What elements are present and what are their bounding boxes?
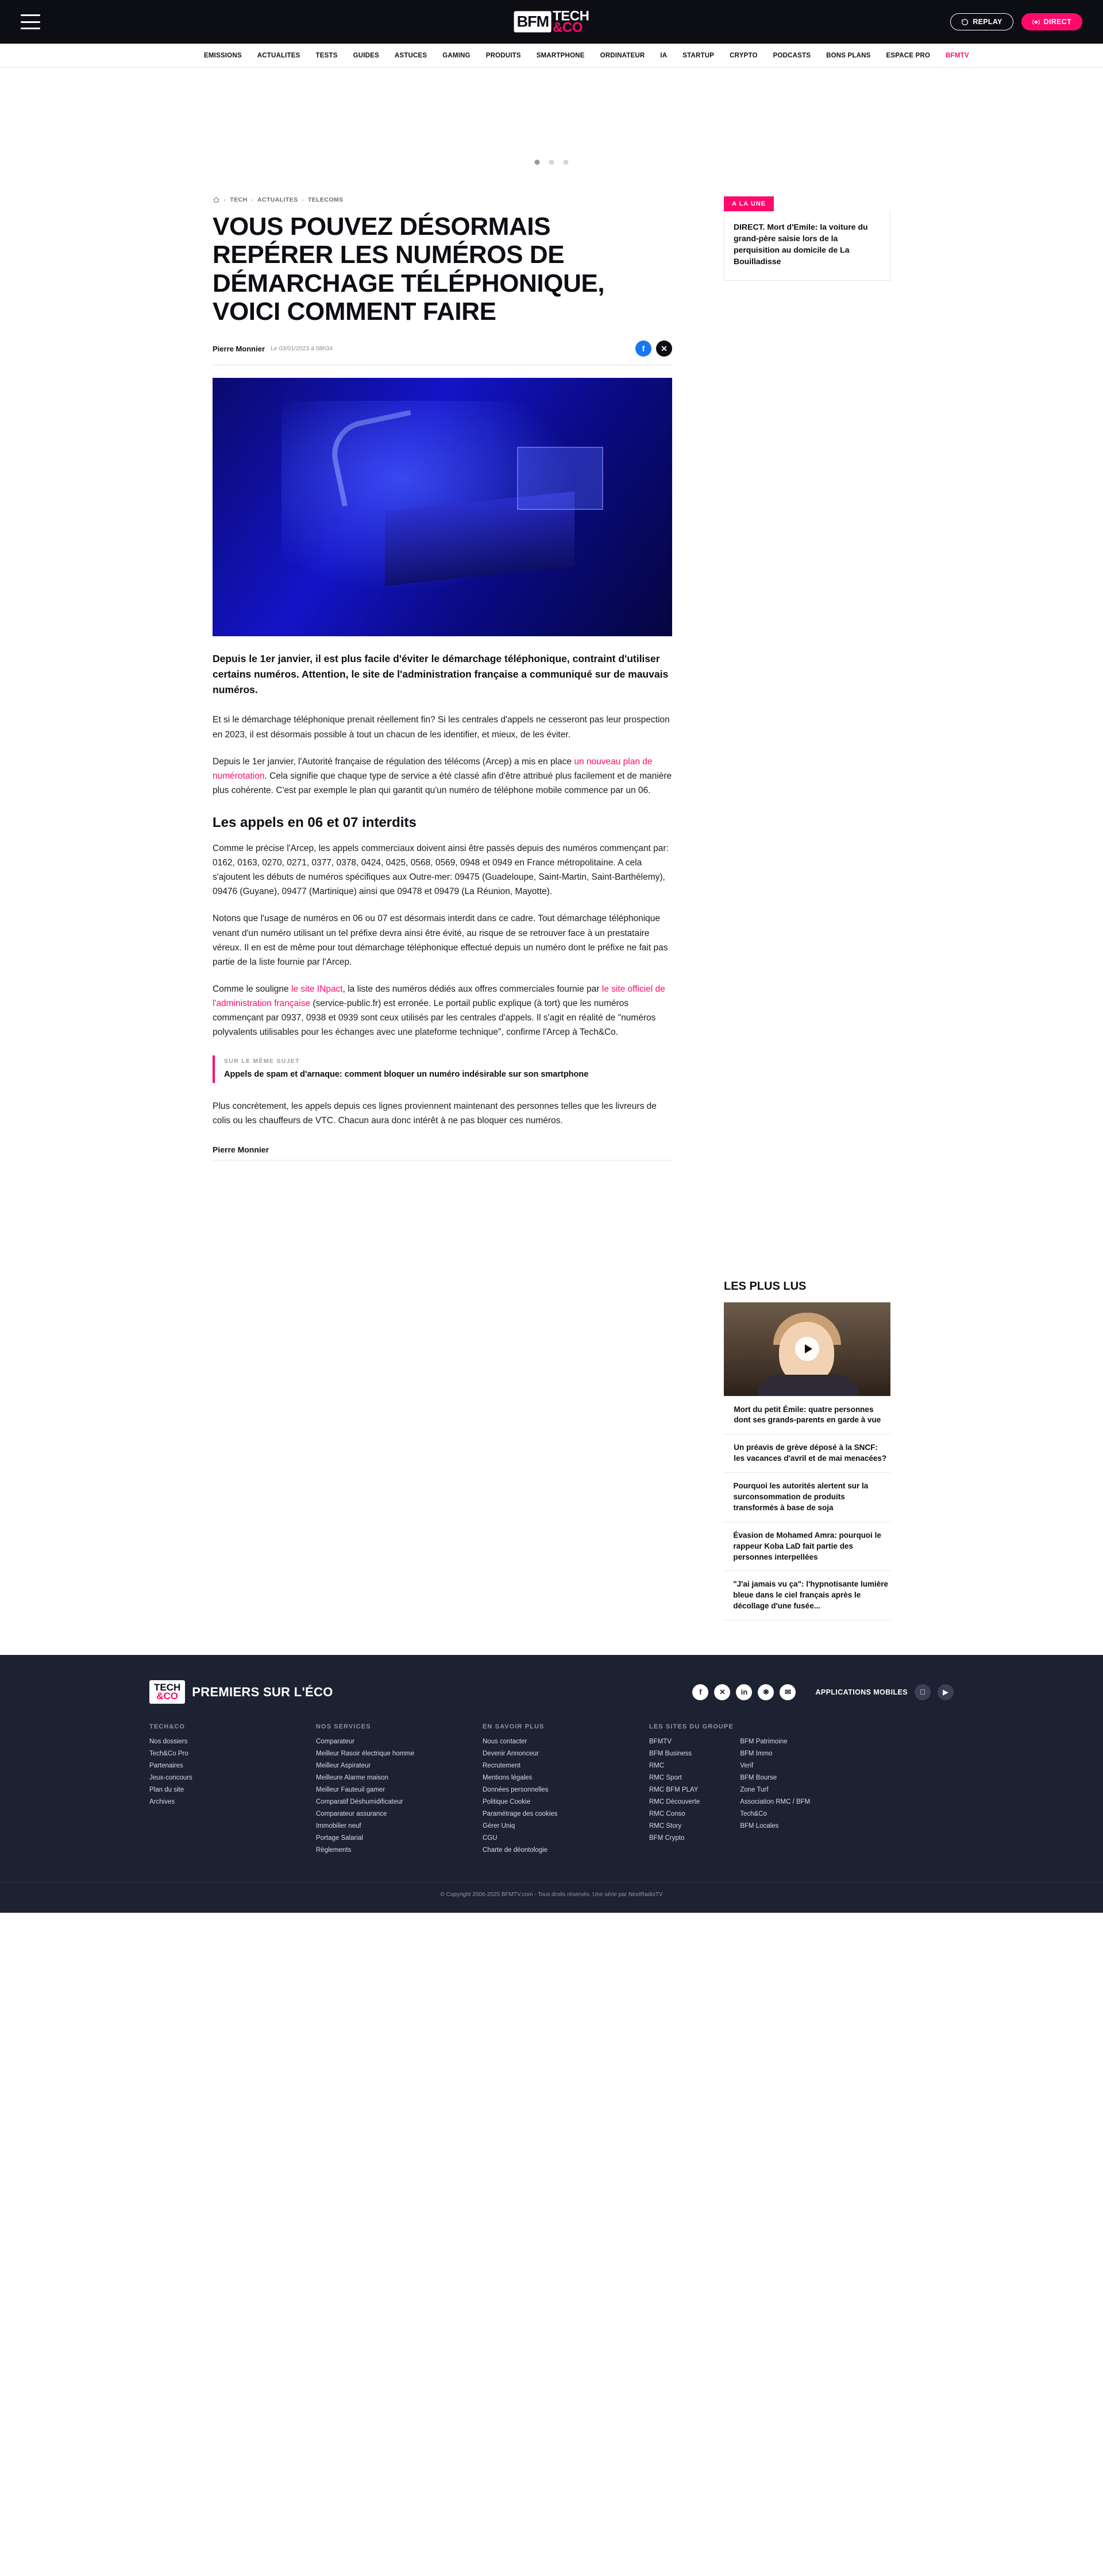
footer-copyright: © Copyright 2006-2025 BFMTV.com - Tous droits réservés. Une série par NextRadioTV xyxy=(0,1882,1103,1913)
footer-social-links xyxy=(692,1684,796,1700)
footer-link[interactable]: CGU xyxy=(483,1834,497,1842)
footer-link[interactable]: Recrutement xyxy=(483,1762,520,1769)
direct-button[interactable] xyxy=(1021,13,1082,30)
article-paragraph: Depuis le 1er janvier, l'Autorité française de régulation des télécoms (Arcep) a mis en place un nouveau plan de numérotation. Cela signifie que chaque type de service a été classé afin d'être attribué plus facilement et de manière plus cohérente. C'est par exemple le plan qui garantit qu'un numéro de téléphone mobile commence par un 06. xyxy=(213,756,672,795)
replay-label: REPLAY xyxy=(973,18,1002,26)
nav-item-podcasts[interactable]: PODCASTS xyxy=(773,52,811,59)
alaune-box xyxy=(724,211,890,281)
article-column xyxy=(213,193,672,1620)
direct-label: DIRECT xyxy=(1043,18,1071,26)
footer-logo-tech: TECH xyxy=(154,1682,181,1693)
footer-link-list xyxy=(149,1738,264,1805)
article-subheading: Les appels en 06 et 07 interdits xyxy=(213,814,416,830)
footer-link-list xyxy=(740,1738,810,1847)
publish-date: Le 03/01/2023 à 08h34 xyxy=(271,345,333,353)
article-paragraph: Comme le souligne le site INpact, la liste des numéros dédiés aux offres commerciales fournie par le site officiel de l'administration française (service-public.fr) est erronée. Le portail public explique (à tort) que les numéros commençant par 0937, 0938 et 0939 sont ceux utilisés par les centrales d'appels. Il s'agit en réalité de "numéros polyvalents utilisables pour les échanges avec une plateforme technique", confirme l'Arcep à Tech&Co. xyxy=(213,984,665,1038)
byline xyxy=(213,341,672,365)
most-read-item-rank xyxy=(724,1405,727,1426)
most-read-item-rank xyxy=(724,1530,726,1563)
most-read-item[interactable] xyxy=(724,1434,890,1473)
footer-link[interactable]: Zone Turf xyxy=(740,1786,769,1793)
footer-link[interactable]: RMC Sport xyxy=(649,1774,682,1781)
article-paragraph: Comme le précise l'Arcep, les appels commerciaux doivent ainsi être passés depuis des numéros commençant par: 0162, 0163, 0270, 0271, 0377, 0378, 0424, 0425, 0568, 0569, 0948 et 0949 en France métropolitaine. A cela s'ajoutent les débuts de numéros spécifiques aux Outre-mer: 09475 (Guadeloupe, Saint-Martin, Saint-Barthélemy), 09476 (Guyane), 09477 (Martinique) ainsi que 09478 et 09479 (La Réunion, Mayotte). xyxy=(213,843,669,897)
sidebar-column xyxy=(724,193,890,1620)
footer-link[interactable]: Tech&Co xyxy=(740,1810,767,1817)
footer-link[interactable]: Comparateur xyxy=(316,1738,355,1745)
article-closing-paragraph: Plus concrètement, les appels depuis ces lignes proviennent maintenant des personnes telles que les livreurs de colis ou les chauffeurs de VTC. Chacun aura donc intérêt à ne pas bloquer ces numéros. xyxy=(213,1101,657,1125)
footer-slogan: PREMIERS SUR L'ÉCO xyxy=(192,1684,333,1699)
footer-link[interactable]: Verif xyxy=(740,1762,754,1769)
footer-logo-badge xyxy=(149,1680,185,1704)
facebook-share-button[interactable]: f xyxy=(635,341,651,357)
carousel-dot-3[interactable] xyxy=(564,160,569,165)
footer-column-title: TECH&CO xyxy=(149,1723,186,1730)
footer-link[interactable]: BFMTV xyxy=(649,1738,672,1745)
footer-link[interactable]: Tech&Co Pro xyxy=(149,1750,188,1757)
nav-item-smartphone[interactable]: SMARTPHONE xyxy=(536,52,585,59)
most-read-item-rank xyxy=(724,1481,726,1514)
rss-icon[interactable]: ❋ xyxy=(758,1684,774,1700)
hero-screen-shape xyxy=(517,447,603,510)
most-read-item[interactable] xyxy=(724,1473,890,1522)
footer-link[interactable]: BFM Business xyxy=(649,1750,692,1757)
nav-item-tests[interactable]: TESTS xyxy=(315,52,338,59)
top-bar xyxy=(0,0,1103,44)
footer-column xyxy=(649,1723,810,1859)
same-subject-label: SUR LE MÊME SUJET xyxy=(224,1058,300,1065)
same-subject-title[interactable]: Appels de spam et d'arnaque: comment bloquer un numéro indésirable sur son smartphone xyxy=(224,1070,589,1080)
nav-item-ia[interactable]: IA xyxy=(660,52,668,59)
footer-link[interactable]: RMC Conso xyxy=(649,1810,685,1817)
article-divider xyxy=(213,1160,672,1161)
most-read-block xyxy=(724,1280,890,1621)
breadcrumb-item-actualites[interactable]: ACTUALITES xyxy=(257,196,298,203)
top-bar-actions xyxy=(950,13,1082,30)
breadcrumb xyxy=(213,196,672,203)
share-buttons xyxy=(635,341,672,357)
footer-column xyxy=(483,1723,597,1859)
breadcrumb-sep: › xyxy=(224,197,226,203)
top-banner-area xyxy=(0,68,1103,193)
footer-link[interactable]: Archives xyxy=(149,1798,175,1805)
footer-link[interactable]: RMC Story xyxy=(649,1822,682,1829)
replay-icon xyxy=(961,18,969,26)
nav-item-gaming[interactable]: GAMING xyxy=(442,52,470,59)
most-read-item-title: "J'ai jamais vu ça": l'hypnotisante lumière bleue dans le ciel français après le décollage d'une fusée... xyxy=(733,1580,889,1611)
footer-link[interactable]: Meilleur Fauteuil gamer xyxy=(316,1786,385,1793)
footer-link[interactable]: Devenir Annonceur xyxy=(483,1750,539,1757)
play-icon[interactable] xyxy=(795,1337,819,1361)
footer-link[interactable]: Règlements xyxy=(316,1846,352,1854)
live-dot-icon xyxy=(1032,18,1040,26)
nav-item-startup[interactable]: STARTUP xyxy=(682,52,715,59)
carousel-dot-1[interactable] xyxy=(535,160,540,165)
article-lead: Depuis le 1er janvier, il est plus facile d'éviter le démarchage téléphonique, contraint d'utiliser certains numéros. Attention, le site de l'administration française a communiqué sur de mauvais numéros. xyxy=(213,653,669,696)
footer-link[interactable]: Immobilier neuf xyxy=(316,1822,361,1829)
footer-top xyxy=(149,1680,954,1723)
footer-link[interactable]: Comparateur assurance xyxy=(316,1810,387,1817)
most-read-list xyxy=(724,1396,890,1621)
carousel-dot-2[interactable] xyxy=(549,160,554,165)
article-paragraph: Et si le démarchage téléphonique prenait réellement fin? Si les centrales d'appels ne cesseront pas leur prospection en 2023, il est désormais possible à tout un chacun de les identifier, et mieux, de les éviter. xyxy=(213,715,670,740)
footer-link-list xyxy=(483,1738,597,1854)
site-footer xyxy=(0,1655,1103,1913)
nav-item-produits[interactable]: PRODUITS xyxy=(485,52,521,59)
footer-link[interactable]: Meilleure Alarme maison xyxy=(316,1774,388,1781)
nav-item-bfmtv[interactable]: BFMTV xyxy=(946,52,969,59)
most-read-item-title: Un préavis de grève déposé à la SNCF: les vacances d'avril et de mai menacées? xyxy=(734,1443,887,1463)
footer-column-title: EN SAVOIR PLUS xyxy=(483,1723,545,1730)
article-inline-link[interactable]: le site INpact xyxy=(291,984,343,994)
home-icon[interactable] xyxy=(213,196,220,203)
nav-item-ordinateur[interactable]: ORDINATEUR xyxy=(600,52,645,59)
footer-column xyxy=(149,1723,264,1859)
linkedin-icon[interactable]: in xyxy=(736,1684,752,1700)
footer-column-title: NOS SERVICES xyxy=(316,1723,371,1730)
google-play-icon[interactable]: ▶ xyxy=(938,1684,954,1700)
footer-link[interactable]: Jeux-concours xyxy=(149,1774,192,1781)
most-read-item-title: Évasion de Mohamed Amra: pourquoi le rappeur Koba LaD fait partie des personnes interpellées xyxy=(733,1530,881,1561)
most-read-item[interactable] xyxy=(724,1522,890,1572)
article-signature: Pierre Monnier xyxy=(213,1145,269,1155)
footer-link[interactable]: BFM Immo xyxy=(740,1750,773,1757)
article-body xyxy=(213,713,672,1039)
footer-column-title: LES SITES DU GROUPE xyxy=(649,1723,734,1730)
site-logo[interactable] xyxy=(514,10,589,33)
footer-link[interactable]: Données personnelles xyxy=(483,1786,549,1793)
footer-link-list xyxy=(649,1738,700,1847)
main-navigation xyxy=(0,44,1103,68)
page-title: VOUS POUVEZ DÉSORMAIS REPÉRER LES NUMÉROS DE DÉMARCHAGE TÉLÉPHONIQUE, VOICI COMMENT FAIRE xyxy=(213,212,605,326)
footer-apps-label: APPLICATIONS MOBILES xyxy=(815,1688,908,1696)
footer-link[interactable]: RMC BFM PLAY xyxy=(649,1786,699,1793)
replay-button[interactable] xyxy=(950,13,1013,30)
footer-link[interactable]: BFM Patrimoine xyxy=(740,1738,788,1745)
footer-columns xyxy=(149,1723,954,1882)
breadcrumb-sep: › xyxy=(251,197,253,203)
nav-item-emissions[interactable]: EMISSIONS xyxy=(204,52,242,59)
footer-link[interactable]: Gérer Uniq xyxy=(483,1822,515,1829)
footer-column xyxy=(316,1723,431,1859)
newsletter-icon[interactable]: ✉ xyxy=(780,1684,796,1700)
footer-apps xyxy=(815,1684,954,1700)
nav-item-actualites[interactable]: ACTUALITES xyxy=(257,52,300,59)
logo-tech-text: TECH xyxy=(553,8,589,24)
footer-link[interactable]: BFM Locales xyxy=(740,1822,779,1829)
most-read-item-rank xyxy=(724,1442,727,1464)
article-inline-link[interactable]: le site officiel de l'administration française xyxy=(213,984,665,1008)
footer-link[interactable]: Meilleur Aspirateur xyxy=(316,1762,371,1769)
nav-item-crypto[interactable]: CRYPTO xyxy=(730,52,758,59)
breadcrumb-item-tech[interactable]: TECH xyxy=(230,196,248,203)
footer-link[interactable]: Meilleur Rasoir électrique homme xyxy=(316,1750,415,1757)
most-read-item-title: Pourquoi les autorités alertent sur la surconsommation de produits transformés à base de soja xyxy=(733,1482,869,1512)
author-name: Pierre Monnier xyxy=(213,344,265,353)
nav-item-espace-pro[interactable]: ESPACE PRO xyxy=(886,52,931,59)
carousel-dots[interactable] xyxy=(535,160,569,165)
nav-item-guides[interactable]: GUIDES xyxy=(353,52,379,59)
hamburger-icon[interactable] xyxy=(21,14,40,29)
footer-link[interactable]: RMC xyxy=(649,1762,665,1769)
article-inline-link[interactable]: un nouveau plan de numérotation xyxy=(213,756,653,781)
footer-link[interactable]: BFM Bourse xyxy=(740,1774,777,1781)
facebook-icon[interactable]: f xyxy=(692,1684,708,1700)
same-subject-box[interactable] xyxy=(213,1055,672,1083)
footer-link[interactable]: Association RMC / BFM xyxy=(740,1798,811,1805)
alaune-headline[interactable]: DIRECT. Mort d'Emile: la voiture du grand-père saisie lors de la perquisition au domicile de La Bouilladisse xyxy=(734,222,868,266)
footer-link[interactable]: Charte de déontologie xyxy=(483,1846,548,1854)
footer-logo-co: &CO xyxy=(156,1690,179,1701)
logo-techco xyxy=(553,10,589,33)
apple-store-icon[interactable] xyxy=(915,1684,931,1700)
nav-item-astuces[interactable]: ASTUCES xyxy=(394,52,427,59)
breadcrumb-item-telecoms[interactable]: TELECOMS xyxy=(307,196,344,203)
most-read-item-title: Mort du petit Émile: quatre personnes dont ses grands-parents en garde à vue xyxy=(734,1405,881,1425)
footer-link-list xyxy=(316,1738,431,1854)
breadcrumb-sep: › xyxy=(302,197,304,203)
article-paragraph: Notons que l'usage de numéros en 06 ou 07 est désormais interdit dans ce cadre. Tout démarchage téléphonique venant d'un numéro utilisant un tel préfixe devra ainsi être évité, au risque de se retrouver face à un prestataire véreux. Il en est de même pour tout démarchage téléphonique effectué depuis un numéro dont le préfixe ne fait pas partie de la liste fournie par l'Arcep. xyxy=(213,914,668,967)
footer-link[interactable]: Comparatif Déshumidificateur xyxy=(316,1798,403,1805)
footer-link[interactable]: Nous contacter xyxy=(483,1738,527,1745)
logo-bfm-text: BFM xyxy=(514,11,552,33)
most-read-item-rank xyxy=(724,1579,726,1612)
x-icon[interactable]: ✕ xyxy=(714,1684,730,1700)
most-read-hero-image[interactable] xyxy=(724,1302,890,1396)
x-share-button[interactable]: ✕ xyxy=(656,341,672,357)
footer-link-columns xyxy=(649,1738,810,1847)
footer-link[interactable]: Paramétrage des cookies xyxy=(483,1810,558,1817)
page-body xyxy=(0,193,1103,1620)
footer-link[interactable]: Plan du site xyxy=(149,1786,184,1793)
alaune-label: A LA UNE xyxy=(724,196,774,211)
logo-co-text: &CO xyxy=(553,20,583,35)
most-read-hero-coat xyxy=(757,1375,859,1396)
footer-link[interactable]: Nos dossiers xyxy=(149,1738,188,1745)
hero-image xyxy=(213,378,672,636)
footer-link[interactable]: Partenaires xyxy=(149,1762,183,1769)
most-read-item[interactable] xyxy=(724,1571,890,1620)
footer-link[interactable]: RMC Découverte xyxy=(649,1798,700,1805)
footer-link[interactable]: Portage Salarial xyxy=(316,1834,363,1842)
footer-link[interactable]: Politique Cookie xyxy=(483,1798,531,1805)
footer-link[interactable]: Mentions légales xyxy=(483,1774,533,1781)
footer-logo[interactable] xyxy=(149,1680,333,1704)
nav-item-bons-plans[interactable]: BONS PLANS xyxy=(826,52,871,59)
most-read-title: LES PLUS LUS xyxy=(724,1279,807,1293)
footer-link[interactable]: BFM Crypto xyxy=(649,1834,685,1842)
most-read-item[interactable] xyxy=(724,1396,890,1435)
alaune-block xyxy=(724,196,890,281)
